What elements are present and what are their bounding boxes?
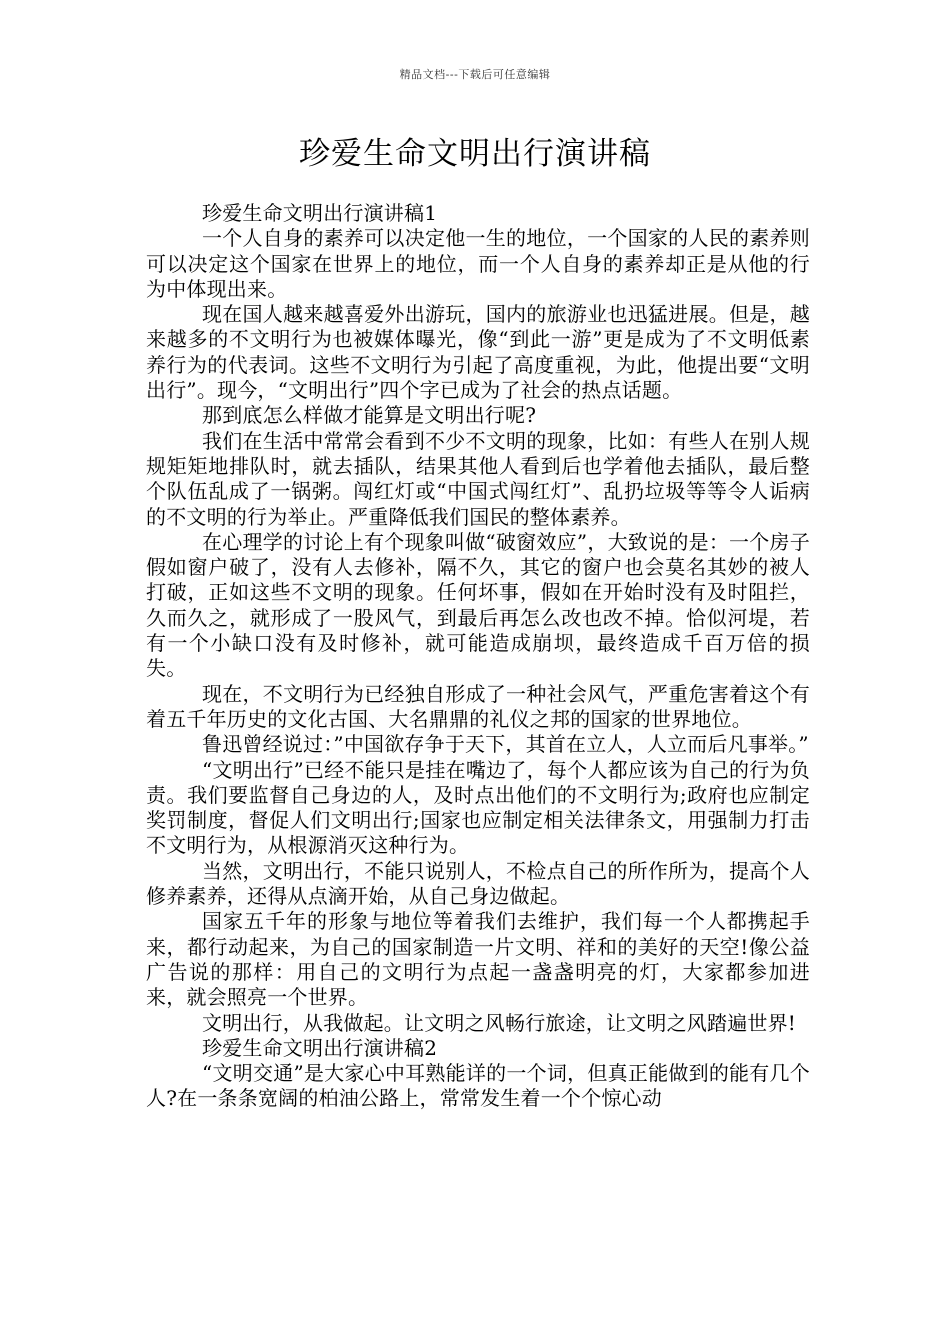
paragraph: 现在国人越来越喜爱外出游玩，国内的旅游业也迅猛进展。但是，越来越多的不文明行为也被媒体曝光，像“到此一游”更是成为了不文明低素养行为的代表词。这些不文明行为引起了高度重视，为此，他提出要“文明出行”。现今，“文明出行”四个字已成为了社会的热点话题。 — [146, 302, 810, 403]
paragraph: 鲁迅曾经说过：”中国欲存争于天下，其首在立人，人立而后凡事举。” — [202, 732, 809, 757]
document-body — [146, 201, 810, 1112]
page-header-note: 精品文档---下载后可任意编辑 — [399, 68, 551, 81]
paragraph: 在心理学的讨论上有个现象叫做“破窗效应”，大致说的是：一个房子假如窗户破了，没有人去修补，隔不久，其它的窗户也会莫名其妙的被人打破，正如这些不文明的现象。任何坏事，假如在开始时没有及时阻拦，久而久之，就形成了一股风气，到最后再怎么改也改不掉。恰似河堤，若有一个小缺口没有及时修补，就可能造成崩坝，最终造成千百万倍的损失。 — [146, 529, 810, 681]
paragraph: 文明出行，从我做起。让文明之风畅行旅途，让文明之风踏遍世界! — [202, 1010, 797, 1035]
paragraph: 现在，不文明行为已经独自形成了一种社会风气，严重危害着这个有着五千年历史的文化古国、大名鼎鼎的礼仪之邦的国家的世界地位。 — [146, 681, 810, 731]
paragraph: 一个人自身的素养可以决定他一生的地位，一个国家的人民的素养则可以决定这个国家在世界上的地位，而一个人自身的素养却正是从他的行为中体现出来。 — [146, 226, 810, 301]
paragraph: 我们在生活中常常会看到不少不文明的现象，比如：有些人在别人规规矩矩地排队时，就去插队，结果其他人看到后也学着他去插队，最后整个队伍乱成了一锅粥。闯红灯或“中国式闯红灯”、乱扔垃圾等等令人诟病的不文明的行为举止。严重降低我们国民的整体素养。 — [146, 428, 810, 529]
paragraph: 当然，文明出行，不能只说别人，不检点自己的所作所为，提高个人修养素养，还得从点滴开始，从自己身边做起。 — [146, 858, 810, 909]
paragraph: “文明交通”是大家心中耳熟能详的一个词，但真正能做到的能有几个人?在一条条宽阔的柏油公路上，常常发生着一个个惊心动 — [146, 1061, 810, 1111]
section-heading-2: 珍爱生命文明出行演讲稿2 — [202, 1035, 438, 1060]
section-heading-1: 珍爱生命文明出行演讲稿1 — [202, 201, 438, 225]
document-title: 珍爱生命文明出行演讲稿 — [299, 136, 651, 172]
paragraph: “文明出行”已经不能只是挂在嘴边了，每个人都应该为自己的行为负责。我们要监督自己身边的人，及时点出他们的不文明行为;政府也应制定奖罚制度，督促人们文明出行;国家也应制定相关法律条文，用强制力打击不文明行为，从根源消灭这种行为。 — [146, 757, 810, 858]
paragraph: 那到底怎么样做才能算是文明出行呢? — [202, 403, 537, 428]
paragraph: 国家五千年的形象与地位等着我们去维护，我们每一个人都携起手来，都行动起来，为自己的国家制造一片文明、祥和的美好的天空!像公益广告说的那样：用自己的文明行为点起一盏盏明亮的灯，大家都参加进来，就会照亮一个世界。 — [146, 909, 810, 1010]
